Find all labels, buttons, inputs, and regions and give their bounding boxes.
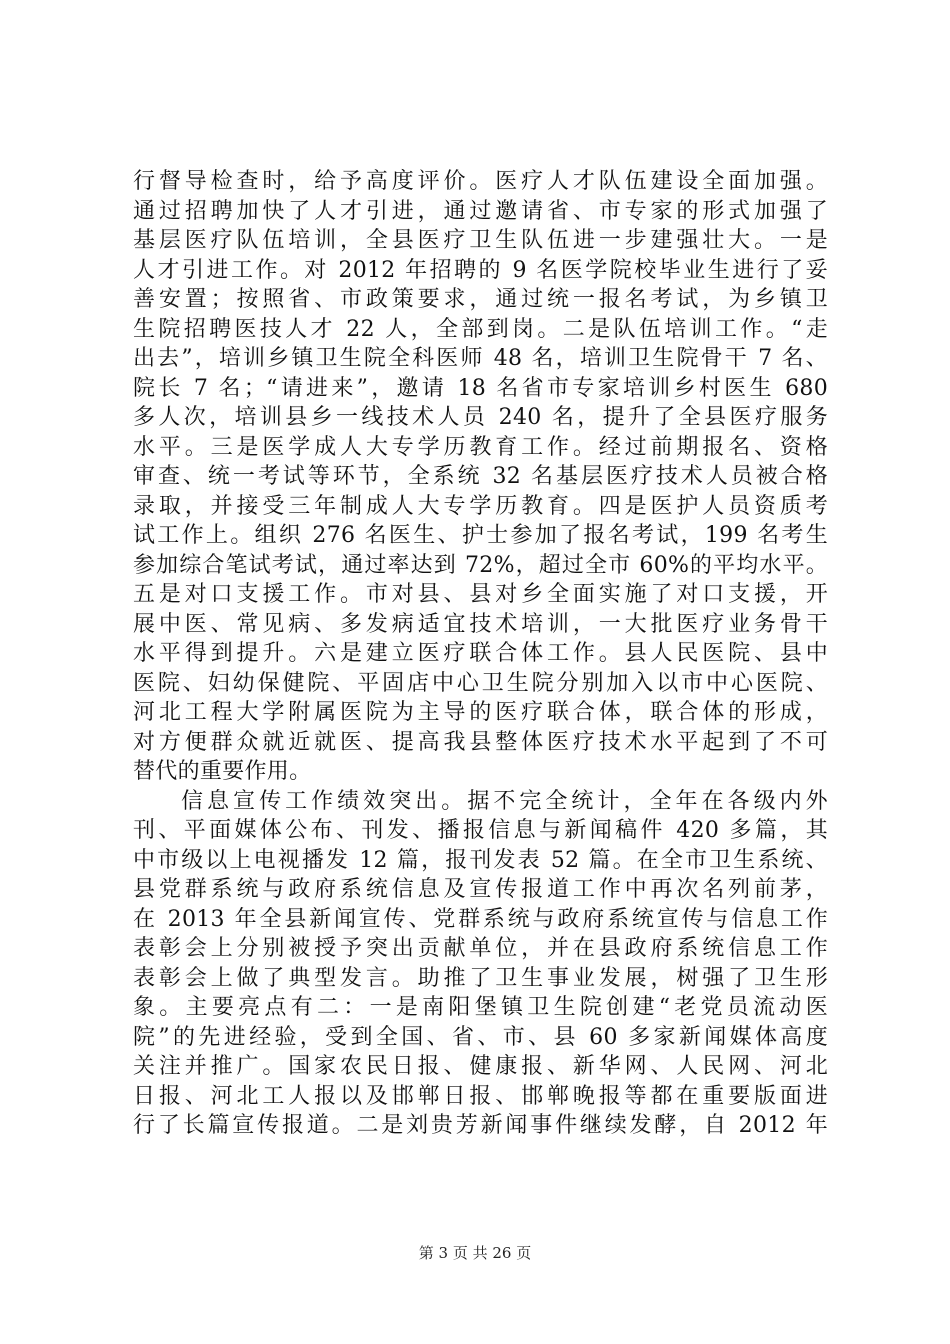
text-line: 县党群系统与政府系统信息及宣传报道工作中再次名列前茅， [133,877,828,902]
text-line: 日报、河北工人报以及邯郸日报、邯郸晚报等都在重要版面进 [133,1083,828,1109]
text-line: 象。主要亮点有二：一是南阳堡镇卫生院创建“老党员流动医 [133,995,828,1020]
body-text [133,167,828,1141]
text-line: 医院、妇幼保健院、平固店中心卫生院分别加入以市中心医院、 [133,670,828,696]
paragraph-2 [133,787,828,1141]
text-line: 水平得到提升。六是建立医疗联合体工作。县人民医院、县中 [133,641,828,666]
text-line: 替代的重要作用。 [133,759,312,784]
text-line: 对方便群众就近就医、提高我县整体医疗技术水平起到了不可 [133,729,828,755]
text-line: 院长 7 名；“请进来”，邀请 18 名省市专家培训乡村医生 680 [133,375,828,401]
text-line: 院”的先进经验，受到全国、省、市、县 60 多家新闻媒体高度 [133,1024,828,1050]
paragraph-1 [133,167,828,787]
text-line: 通过招聘加快了人才引进，通过邀请省、市专家的形式加强了 [133,198,828,224]
text-line: 水平。三是医学成人大专学历教育工作。经过前期报名、资格 [133,434,828,460]
text-line: 刊、平面媒体公布、刊发、播报信息与新闻稿件 420 多篇，其 [133,818,828,843]
text-line: 行督导检查时，给予高度评价。医疗人才队伍建设全面加强。 [133,169,828,194]
text-line: 基层医疗队伍培训，全县医疗卫生队伍进一步建强壮大。一是 [133,228,828,253]
text-line: 录取，并接受三年制成人大专学历教育。四是医护人员资质考 [133,493,828,519]
text-line: 审查、统一考试等环节，全系统 32 名基层医疗技术人员被合格 [133,464,828,489]
page-number-label: 第 3 页 共 26 页 [418,1244,532,1262]
text-line: 表彰会上分别被授予突出贡献单位，并在县政府系统信息工作 [133,936,828,961]
page-footer [0,1243,950,1263]
text-line: 行了长篇宣传报道。二是刘贵芳新闻事件继续发酵，自 2012 年 [133,1113,828,1138]
text-line: 人才引进工作。对 2012 年招聘的 9 名医学院校毕业生进行了妥 [133,257,828,283]
text-line: 信息宣传工作绩效突出。据不完全统计，全年在各级内外 [181,788,828,814]
text-line: 在 2013 年全县新闻宣传、党群系统与政府系统宣传与信息工作 [133,906,828,932]
text-line: 关注并推广。国家农民日报、健康报、新华网、人民网、河北 [133,1054,828,1079]
text-line: 河北工程大学附属医院为主导的医疗联合体，联合体的形成， [133,700,828,725]
text-line: 出去”，培训乡镇卫生院全科医师 48 名，培训卫生院骨干 7 名、 [133,346,828,371]
text-line: 五是对口支援工作。市对县、县对乡全面实施了对口支援，开 [133,582,828,607]
text-line: 表彰会上做了典型发言。助推了卫生事业发展，树强了卫生形 [133,965,828,991]
text-line: 中市级以上电视播发 12 篇，报刊发表 52 篇。在全市卫生系统、 [133,847,828,873]
text-line: 展中医、常见病、多发病适宜技术培训，一大批医疗业务骨干 [133,611,828,637]
text-line: 多人次，培训县乡一线技术人员 240 名，提升了全县医疗服务 [133,405,828,430]
text-line: 参加综合笔试考试，通过率达到 72%，超过全市 60%的平均水平。 [133,552,828,578]
text-line: 试工作上。组织 276 名医生、护士参加了报名考试，199 名考生 [133,523,828,548]
text-line: 生院招聘医技人才 22 人，全部到岗。二是队伍培训工作。“走 [133,316,828,342]
text-line: 善安置；按照省、市政策要求，通过统一报名考试，为乡镇卫 [133,287,828,312]
